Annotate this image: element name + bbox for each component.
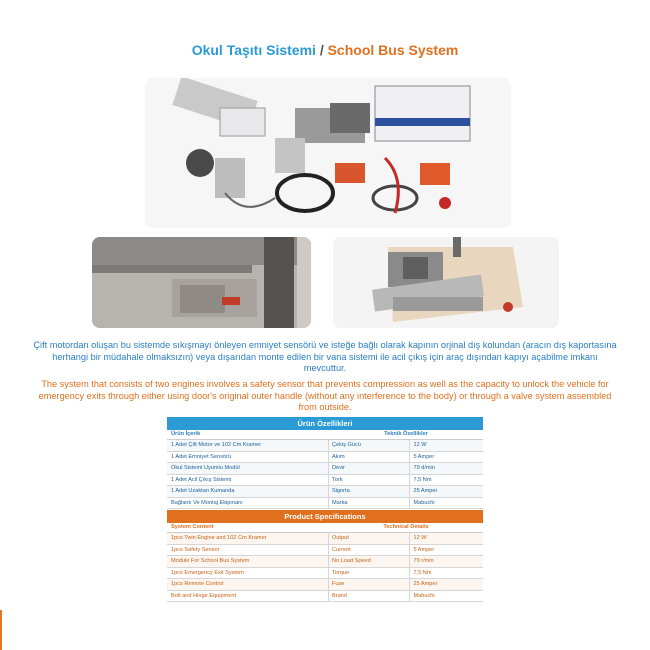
table-row [167, 568, 483, 580]
title-english: School Bus System [327, 42, 459, 58]
column-header-content: Ürün İçerik [171, 431, 201, 437]
title-separator: / [319, 42, 324, 58]
cell-label: Akım [329, 452, 410, 463]
spec-table-column-headers [167, 430, 483, 440]
cell-label: Torque [329, 568, 410, 579]
title-turkish: Okul Taşıtı Sistemi [191, 42, 316, 58]
cell-content: Okul Sistemi Uyumlu Modül [167, 463, 329, 474]
product-kit-photo [145, 78, 511, 228]
cell-label: Sigorta [329, 486, 410, 497]
description-turkish: Çift motordan oluşan bu sistemde sıkışmayı önleyen emniyet sensörü ve isteğe bağlı olarak kapının orjinal dış kolundan (aracın dış kaportasına herhangi bir müdahale olmaksızın) veya dışarıdan monte edilen bir vana sistemi ile acil çıkış için araç dışından kapıyı açabilme imkanı mevcuttur. [33, 340, 617, 373]
cell-content: 1pcs Twin Engine and 102 Cm Kramer [167, 533, 329, 544]
table-row [167, 556, 483, 568]
table-row [167, 475, 483, 487]
cell-label: Tork [329, 475, 410, 486]
cell-label: Current [329, 545, 410, 556]
cell-content: 1 Adet Çift Motor ve 102 Cm Kramer [167, 440, 329, 451]
cell-value: 12 W [413, 442, 427, 448]
cell-value: 25 Amper [413, 581, 438, 587]
cell-value: 12 W [413, 535, 427, 541]
table-row [167, 579, 483, 591]
spec-table-turkish [167, 417, 483, 509]
cell-label: Devir [329, 463, 410, 474]
bus-interior-photo [92, 237, 311, 328]
spec-table-heading: Ürün Özellikleri [167, 417, 483, 430]
spec-table-column-headers [167, 523, 483, 533]
column-header-content: System Content [171, 524, 214, 530]
cell-value: Mabuchi [413, 499, 435, 506]
cell-value: 7,5 Nm [413, 476, 432, 483]
cell-label: Fuse [329, 579, 410, 590]
cell-label: Output [329, 533, 410, 544]
page-title [0, 42, 650, 58]
cell-content: 1pcs Remote Control [167, 579, 329, 590]
table-row [167, 440, 483, 452]
cell-content: 1 Adet Emniyet Sensörü [167, 452, 329, 463]
spec-table-english [167, 510, 483, 602]
cell-content: 1 Adet Acil Çıkış Sistemi [167, 475, 329, 486]
table-row [167, 591, 483, 603]
cell-content: 1 Adet Uzaktan Kumanda [167, 486, 329, 497]
table-row [167, 486, 483, 498]
cell-label: Çekiş Gücü [329, 440, 410, 451]
cell-value: 79 r/min [413, 558, 434, 564]
cell-value: 79 d/min [413, 465, 435, 471]
cell-content: 1pcs Emergency Exit System [167, 568, 329, 579]
table-row [167, 533, 483, 545]
cell-content: Bolt and Hinge Equipment [167, 591, 329, 602]
door-mechanism-photo [333, 237, 559, 328]
cell-content: Module For School Bus System [167, 556, 329, 567]
cell-content: 1pcs Safety Sensor [167, 545, 329, 556]
table-row [167, 498, 483, 510]
description-english: The system that consists of two engines involves a safety sensor that prevents compression as well as the capacity to unlock the vehicle for emergency exits through either using door's original outer handle (without any interference to the body) or through a valve system assembled from outside. [38, 379, 612, 412]
cell-label: No Load Speed [329, 556, 410, 567]
table-row [167, 463, 483, 475]
cell-label: Marka [329, 498, 410, 509]
cell-label: Brand [329, 591, 410, 602]
page-edge-accent [0, 610, 2, 650]
cell-value: Mabuchi [413, 592, 435, 599]
cell-value: 5 Amper [413, 453, 435, 460]
column-header-details: Teknik Özellikler [384, 431, 428, 437]
cell-value: 7,5 Nm [413, 569, 432, 576]
table-row [167, 545, 483, 557]
column-header-details: Technical Details [383, 524, 429, 530]
cell-value: 25 Amper [413, 488, 438, 494]
table-row [167, 452, 483, 464]
spec-table-heading: Product Specifications [167, 510, 483, 523]
cell-value: 5 Amper [413, 546, 435, 553]
cell-content: Bağlantı Ve Montaj Ekipmanı [167, 498, 329, 509]
